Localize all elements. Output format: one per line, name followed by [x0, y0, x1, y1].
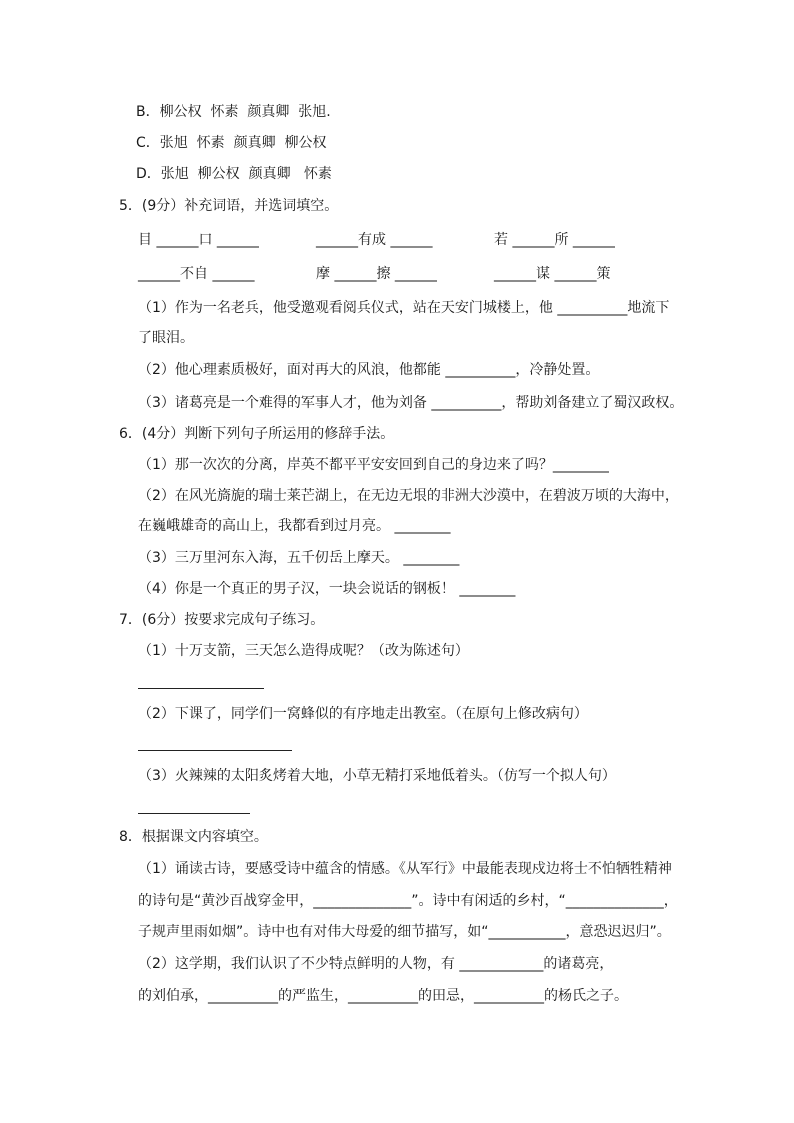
option-d: D．张旭 柳公权 颜真卿 怀素: [136, 166, 332, 182]
question-8-title: 8．根据课文内容填空。: [119, 829, 268, 845]
question-6-title: 6．(4分）判断下列句子所运用的修辞手法。: [119, 426, 395, 442]
question-5-title: 5．(9分）补充词语，并选词填空。: [119, 198, 339, 214]
word-blank-1-2: ______有成 ______: [316, 232, 433, 248]
q7-sentence-2: （2）下课了，同学们一窝蜂似的有序地走出教室。（在原句上修改病句）: [138, 706, 588, 722]
option-b: B．柳公权 怀素 颜真卿 张旭.: [136, 104, 331, 120]
word-blank-2-2: 摩 ______擦 ______: [316, 266, 437, 282]
q8-sentence-2b: 的刘伯承，__________的严监生，__________的田忌，__________的杨氏之子。: [138, 988, 628, 1004]
q6-sentence-1: （1）那一次次的分离，岸英不都平平安安回到自己的身边来了吗？________: [138, 457, 609, 473]
q7-answer-line-2: [138, 750, 292, 751]
q7-answer-line-1: [138, 688, 264, 689]
q7-sentence-3: （3）火辣辣的太阳炙烤着大地，小草无精打采地低着头。（仿写一个拟人句）: [138, 768, 616, 784]
q6-sentence-2a: （2）在风光旖旎的瑞士莱芒湖上，在无边无垠的非洲大沙漠中，在碧波万顷的大海中，: [138, 488, 679, 504]
q8-sentence-2a: （2）这学期，我们认识了不少特点鲜明的人物，有 ____________的诸葛亮，: [138, 956, 614, 972]
option-c: C．张旭 怀素 颜真卿 柳公权: [136, 135, 327, 151]
q5-sentence-1b: 了眼泪。: [138, 330, 194, 346]
q6-sentence-4: （4）你是一个真正的男子汉，一块会说话的钢板！ ________: [138, 581, 516, 597]
word-blank-2-1: ______不自 ______: [138, 266, 255, 282]
question-7-title: 7．(6分）按要求完成句子练习。: [119, 612, 325, 628]
q5-sentence-2: （2）他心理素质极好，面对再大的风浪，他都能 __________，冷静处置。: [138, 362, 600, 378]
word-blank-1-1: 目 ______口 ______: [138, 232, 259, 248]
q6-sentence-3: （3）三万里河东入海，五千仞岳上摩天。 ________: [138, 550, 460, 566]
q6-sentence-2b: 在巍峨雄奇的高山上，我都看到过月亮。 ________: [138, 518, 451, 534]
word-blank-1-3: 若 ______所 ______: [494, 232, 615, 248]
q8-sentence-1a: （1）诵读古诗，要感受诗中蕴含的情感。《从军行》中最能表现戍边将士不怕牺牲精神: [138, 861, 672, 877]
q8-sentence-1c: 子规声里雨如烟”。诗中也有对伟大母爱的细节描写，如“___________，意恐迟迟归”。: [138, 924, 671, 940]
word-blank-2-3: ______谋 ______策: [494, 266, 611, 282]
q5-sentence-3: （3）诸葛亮是一个难得的军事人才，他为刘备 __________，帮助刘备建立了蜀汉政权。: [138, 395, 684, 411]
q7-sentence-1: （1）十万支箭，三天怎么造得成呢？（改为陈述句）: [138, 643, 469, 659]
q5-sentence-1a: （1）作为一名老兵，他受邀观看阅兵仪式，站在天安门城楼上，他 __________地流下: [138, 300, 670, 316]
q8-sentence-1b: 的诗句是“黄沙百战穿金甲，______________”。诗中有闲适的乡村，“______________，: [138, 893, 678, 909]
q7-answer-line-3: [138, 813, 250, 814]
